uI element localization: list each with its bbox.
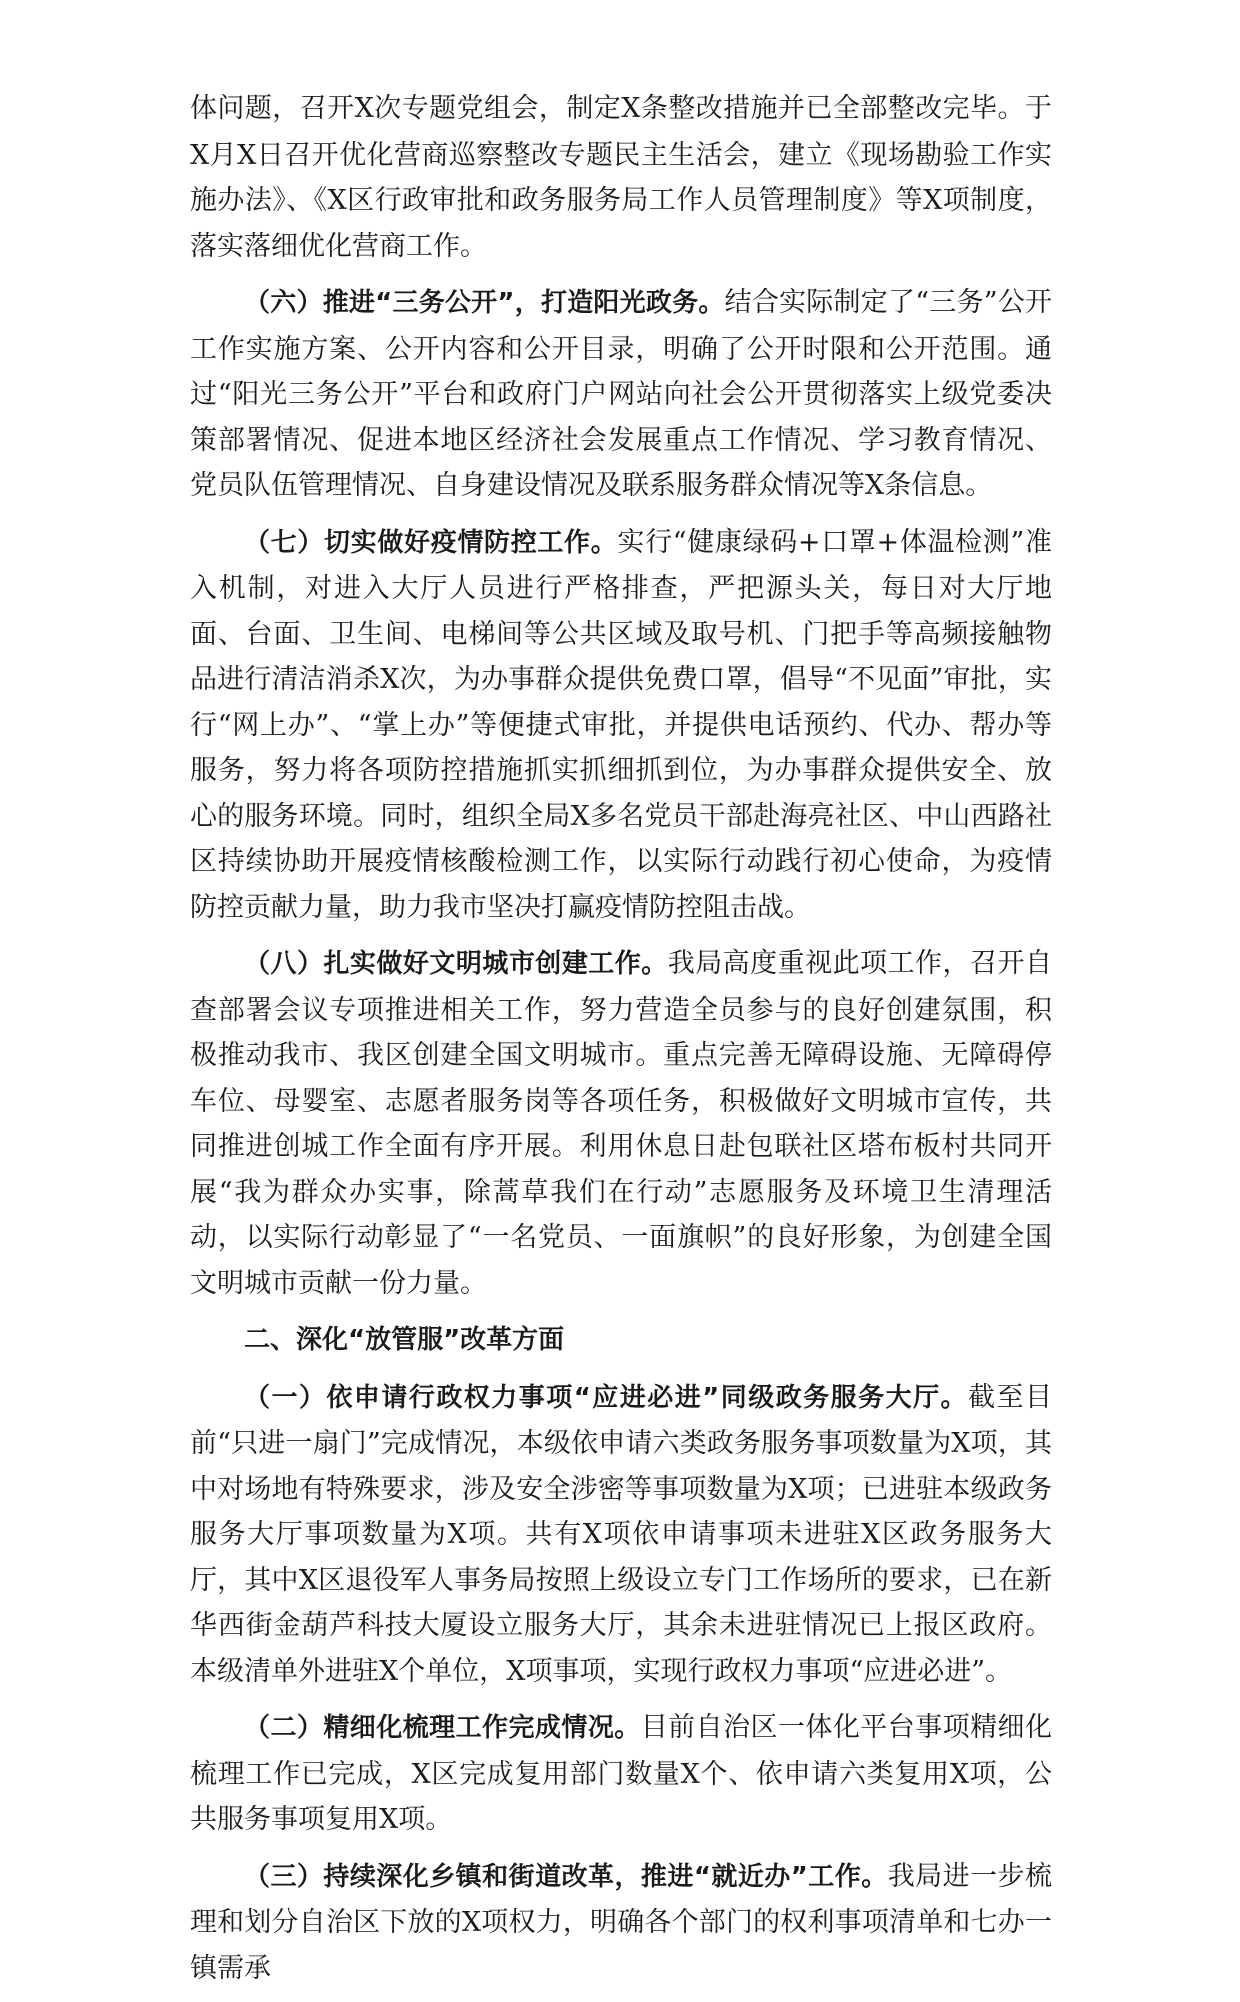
paragraph-4: [190, 941, 1052, 1306]
paragraph-1: [190, 86, 1052, 269]
paragraph-lead: （六）推进“三务公开”，打造阳光政务。: [244, 288, 725, 318]
paragraph-lead: （二）精细化梳理工作完成情况。: [244, 1713, 641, 1743]
paragraph-text: 目前自治区一体化平台事项精细化梳理工作已完成，X区完成复用部门数量X个、依申请六类复用X项，公共服务事项复用X项。: [190, 1712, 1052, 1835]
paragraph-3: [190, 520, 1052, 931]
paragraph-lead: （八）扎实做好文明城市创建工作。: [244, 949, 668, 979]
paragraph-7: [190, 1705, 1052, 1843]
paragraph-text: 实行“健康绿码+口罩+体温检测”准入机制，对进入大厅人员进行严格排查，严把源头关，每日对大厅地面、台面、卫生间、电梯间等公共区域及取号机、门把手等高频接触物品进行清洁消杀X次，为办事群众提供免费口罩，倡导“不见面”审批，实行“网上办”、“掌上办”等便捷式审批，并提供电话预约、代办、帮办等服务，努力将各项防控措施抓实抓细抓到位，为办事群众提供安全、放心的服务环境。同时，组织全局X多名党员干部赴海亮社区、中山西路社区持续协助开展疫情核酸检测工作，以实际行动践行初心使命，为疫情防控贡献力量，助力我市坚决打赢疫情防控阻击战。: [190, 526, 1052, 923]
paragraph-text: 体问题，召开X次专题党组会，制定X条整改措施并已全部整改完毕。于X月X日召开优化营商巡察整改专题民主生活会，建立《现场勘验工作实施办法》、《X区行政审批和政务服务局工作人员管理制度》等X项制度，落实落细优化营商工作。: [190, 93, 1052, 262]
section-heading-text: 二、深化“放管服”改革方面: [244, 1325, 565, 1355]
paragraph-2: [190, 280, 1052, 509]
paragraph-text: 我局高度重视此项工作，召开自查部署会议专项推进相关工作，努力营造全员参与的良好创建氛围，积极推动我市、我区创建全国文明城市。重点完善无障碍设施、无障碍停车位、母婴室、志愿者服务岗等各项任务，积极做好文明城市宣传，共同推进创城工作全面有序开展。利用休息日赴包联社区塔布板村共同开展“我为群众办实事，除蒿草我们在行动”志愿服务及环境卫生清理活动，以实际行动彰显了“一名党员、一面旗帜”的良好形象，为创建全国文明城市贡献一份力量。: [190, 948, 1052, 1299]
paragraph-lead: （一）依申请行政权力事项“应进必进”同级政务服务大厅。: [244, 1382, 969, 1413]
paragraph-6: [190, 1375, 1052, 1695]
paragraph-8: [190, 1854, 1052, 1992]
paragraph-text: 结合实际制定了“三务”公开工作实施方案、公开内容和公开目录，明确了公开时限和公开范围。通过“阳光三务公开”平台和政府门户网站向社会公开贯彻落实上级党委决策部署情况、促进本地区经济社会发展重点工作情况、学习教育情况、党员队伍管理情况、自身建设情况及联系服务群众情况等X条信息。: [190, 287, 1052, 501]
paragraph-text: 我局进一步梳理和划分自治区下放的X项权力，明确各个部门的权利事项清单和七办一镇需承: [190, 1860, 1052, 1984]
paragraph-lead: （七）切实做好疫情防控工作。: [244, 527, 618, 558]
paragraph-text: 截至目前“只进一扇门”完成情况，本级依申请六类政务服务事项数量为X项，其中对场地有特殊要求，涉及安全涉密等事项数量为X项；已进驻本级政务服务大厅事项数量为X项。共有X项依申请事项未进驻X区政务服务大厅，其中X区退役军人事务局按照上级设立专门工作场所的要求，已在新华西街金葫芦科技大厦设立服务大厅，其余未进驻情况已上报区政府。本级清单外进驻X个单位，X项事项，实现行政权力事项“应进必进”。: [190, 1381, 1052, 1687]
section-heading: [190, 1317, 1052, 1364]
document-body: [190, 86, 1052, 2002]
paragraph-lead: （三）持续深化乡镇和街道改革，推进“就近办”工作。: [244, 1861, 888, 1892]
